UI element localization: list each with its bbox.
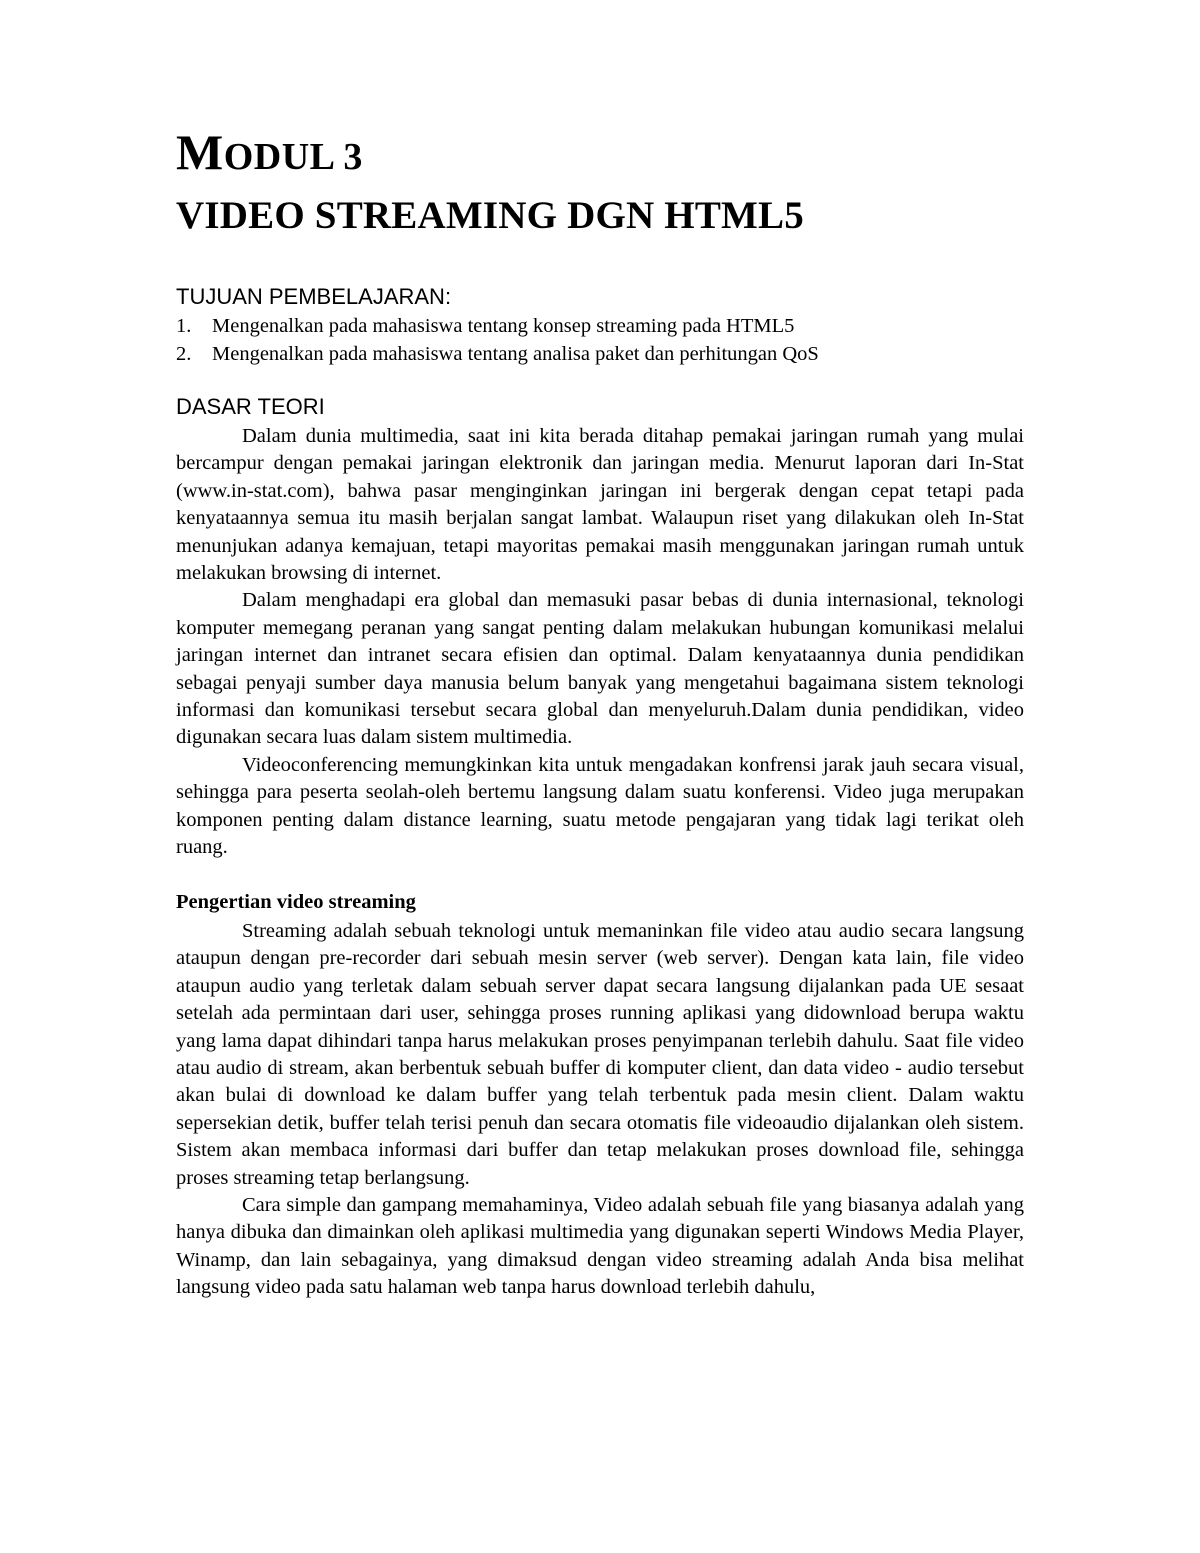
objectives-heading: TUJUAN PEMBELAJARAN: (176, 284, 452, 309)
module-title (176, 124, 1024, 185)
objectives-list (176, 313, 1024, 368)
objective-text: Mengenalkan pada mahasiswa tentang konsep streaming pada HTML5 (212, 315, 795, 337)
objective-text: Mengenalkan pada mahasiswa tentang analisa paket dan perhitungan QoS (212, 342, 819, 365)
streaming-paragraph: Cara simple dan gampang memahaminya, Video adalah sebuah file yang biasanya adalah yang hanya dibuka dan dimainkan oleh aplikasi multimedia yang digunakan seperti Windows Media Player, Winamp, dan lain sebagainya, yang dimaksud dengan video streaming adalah Anda bisa melihat langsung video pada satu halaman web tanpa harus download terlebih dahulu, (176, 1193, 1024, 1299)
theory-paragraph: Videoconferencing memungkinkan kita untuk mengadakan konfrensi jarak jauh secara visual, sehingga para peserta seolah-oleh bertemu langsung dalam suatu konferensi. Video juga merupakan komponen penting dalam distance learning, suatu metode pengajaran yang tidak lagi terikat oleh ruang. (176, 753, 1024, 859)
streaming-paragraph: Streaming adalah sebuah teknologi untuk memaninkan file video atau audio secara langsung ataupun dengan pre-recorder dari sebuah mesin server (web server). Dengan kata lain, file video ataupun audio yang terletak dalam sebuah server dapat secara langsung dijalankan pada UE sesaat setelah ada permintaan dari user, sehingga proses running aplikasi yang didownload berupa waktu yang lama dapat dihindari tanpa harus melakukan proses penyimpanan terlebih dahulu. Saat file video atau audio di stream, akan berbentuk sebuah buffer di komputer client, dan data video - audio tersebut akan bulai di download ke dalam buffer yang telah terbentuk pada mesin client. Dalam waktu sepersekian detik, buffer telah terisi penuh dan secara otomatis file videoaudio dijalankan oleh sistem. Sistem akan membaca informasi dari buffer dan tetap melakukan proses download file, sehingga proses streaming tetap berlangsung. (176, 919, 1024, 1189)
objective-number: 1. (176, 315, 192, 337)
streaming-heading: Pengertian video streaming (176, 890, 416, 913)
theory-body (176, 423, 1024, 862)
document-page (176, 124, 1024, 1302)
module-title-initial: M (176, 124, 224, 180)
module-title-rest: ODUL 3 (223, 136, 363, 178)
theory-paragraph: Dalam menghadapi era global dan memasuki pasar bebas di dunia internasional, teknologi komputer memegang peranan yang sangat penting dalam melakukan hubungan komunikasi melalui jaringan internet dan intranet secara efisien dan optimal. Dalam kenyataannya dunia pendidikan sebagai penyaji sumber daya manusia belum banyak yang mengetahui bagaimana sistem teknologi informasi dan komunikasi tersebut secara global dan menyeluruh.Dalam dunia pendidikan, video digunakan secara luas dalam sistem multimedia. (176, 589, 1024, 749)
streaming-body (176, 918, 1024, 1302)
objective-item (176, 313, 1024, 341)
theory-heading: DASAR TEORI (176, 394, 325, 419)
theory-paragraph: Dalam dunia multimedia, saat ini kita berada ditahap pemakai jaringan rumah yang mulai bercampur dengan pemakai jaringan elektronik dan jaringan media. Menurut laporan dari In-Stat (www.in-stat.com), bahwa pasar menginginkan jaringan ini bergerak dengan cepat tetapi pada kenyataannya semua itu masih berjalan sangat lambat. Walaupun riset yang dilakukan oleh In-Stat menunjukan adanya kemajuan, tetapi mayoritas pemakai masih menggunakan jaringan rumah untuk melakukan browsing di internet. (176, 425, 1024, 585)
objective-item (176, 341, 1024, 369)
objective-number: 2. (176, 342, 192, 365)
module-subtitle: VIDEO STREAMING DGN HTML5 (176, 194, 804, 237)
